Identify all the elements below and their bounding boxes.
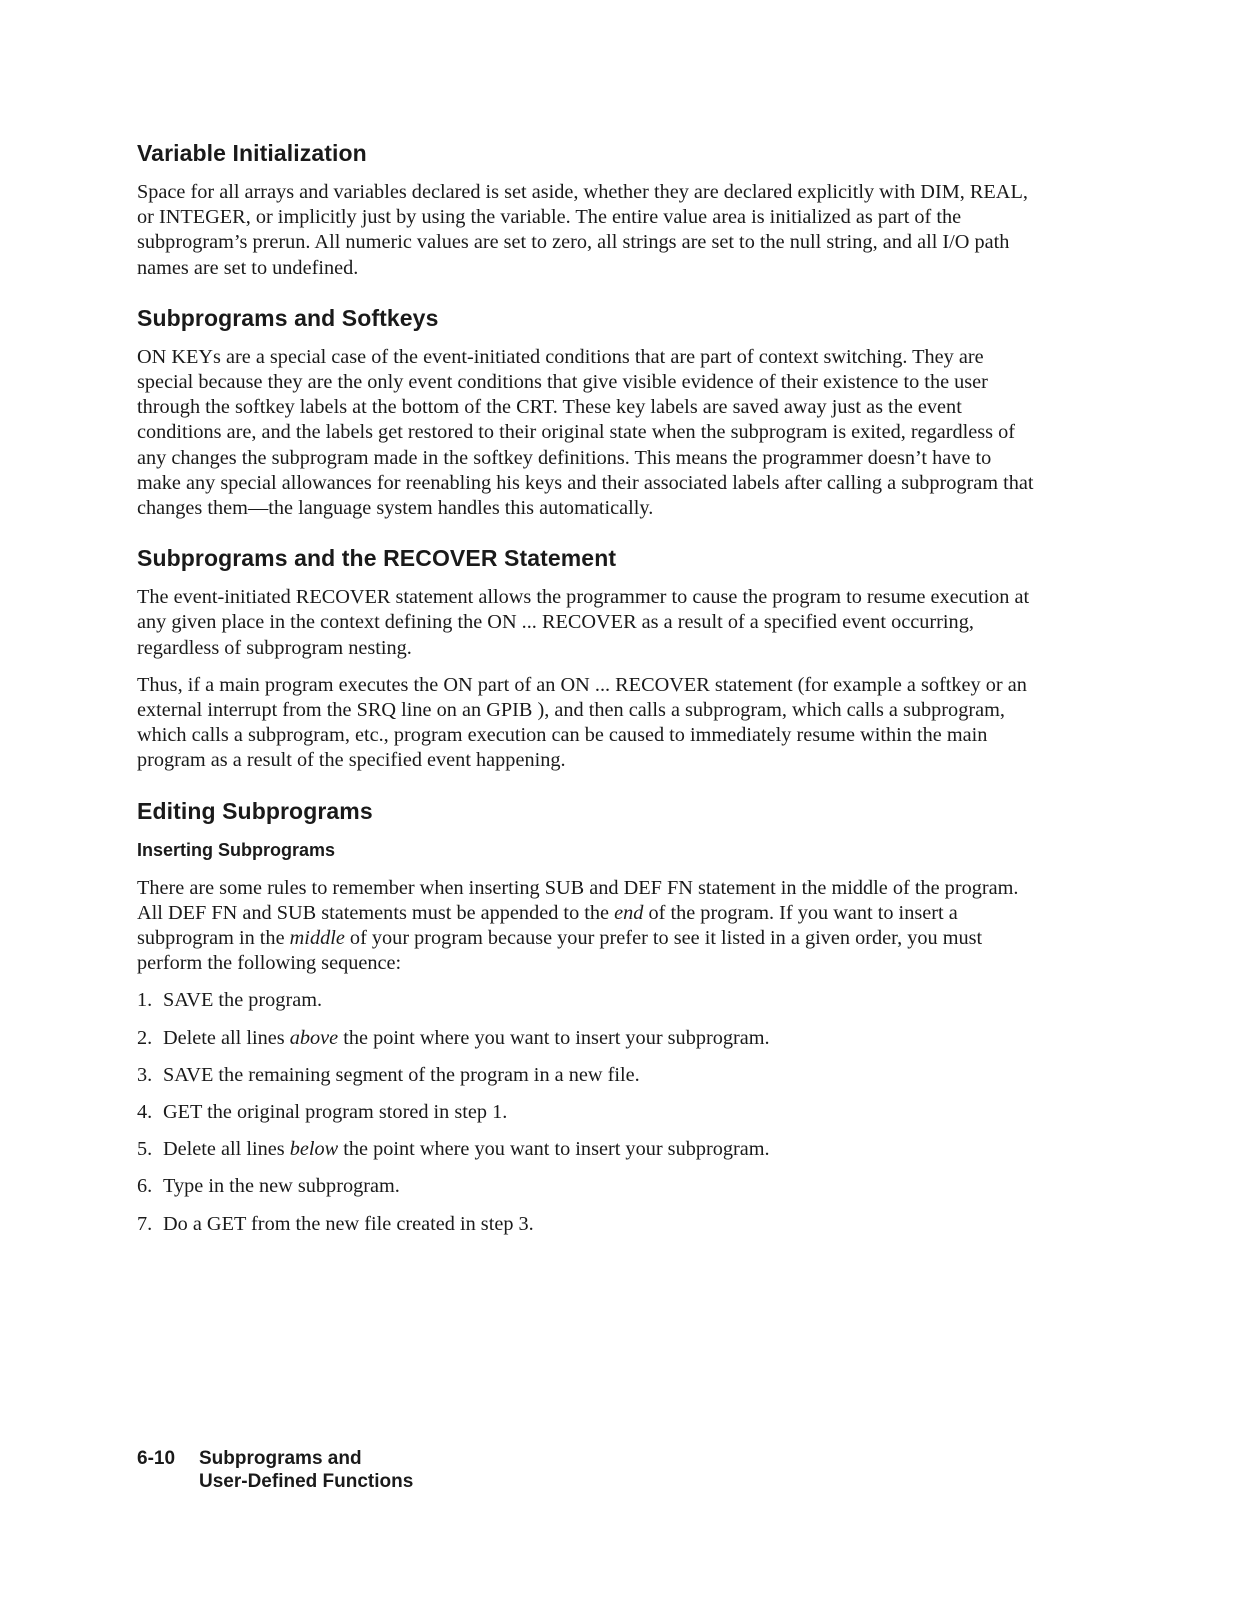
step-number: 3.: [137, 1063, 153, 1086]
paragraph: The event-initiated RECOVER statement allows the programmer to cause the program to resume execution at any given place in the context defining the ON ... RECOVER as a result of a specified event occurring, regardless of subprogram nesting.: [137, 586, 1030, 659]
step-text: [163, 1212, 534, 1237]
section-subprograms-recover: [137, 543, 1037, 773]
list-item: [137, 1100, 1037, 1125]
step-number: 7.: [137, 1212, 153, 1235]
section-heading: Variable Initialization: [137, 140, 367, 166]
text: There are some rules to remember when inserting SUB and DEF FN statement in the middle of the program. All DEF FN and SUB statements must be appended to the: [137, 876, 1019, 924]
section-subprograms-softkeys: [137, 303, 1037, 521]
step-text: [163, 1100, 507, 1125]
text: Type in the new subprogram.: [163, 1175, 400, 1198]
list-item: [137, 1026, 1037, 1051]
text: of your program because your prefer to see it listed in a given order, you must perform the following sequence:: [137, 927, 983, 975]
step-text: [163, 1026, 770, 1051]
paragraph: Thus, if a main program executes the ON part of an ON ... RECOVER statement (for example a softkey or an external interrupt from the SRQ line on an GPIB ), and then calls a subprogram, which calls a subprogram, which calls a subprogram, etc., program execution can be caused to immediately resume within the main program as a result of the specified event happening.: [137, 673, 1027, 772]
text: the point where you want to insert your subprogram.: [338, 1138, 770, 1161]
list-item: [137, 1137, 1037, 1162]
text: Delete all lines: [163, 1026, 290, 1049]
text: the point where you want to insert your subprogram.: [338, 1026, 770, 1049]
text: GET the original program stored in step 1.: [163, 1101, 508, 1124]
page-number: 6-10: [137, 1448, 176, 1469]
section-variable-initialization: [137, 138, 1037, 281]
list-item: [137, 1212, 1037, 1237]
page-content: [137, 138, 1037, 1259]
step-number: 6.: [137, 1175, 153, 1198]
text: SAVE the remaining segment of the program in a new file.: [163, 1063, 640, 1086]
emphasis: end: [614, 901, 644, 924]
page-footer: [137, 1447, 413, 1493]
list-item: [137, 988, 1037, 1013]
emphasis: above: [289, 1026, 339, 1049]
step-text: [163, 988, 322, 1013]
section-editing-subprograms: [137, 796, 1037, 1237]
step-text: [163, 1137, 770, 1162]
chapter-title-line: User-Defined Functions: [199, 1471, 414, 1492]
paragraph: Space for all arrays and variables declared is set aside, whether they are declared explicitly with DIM, REAL, or INTEGER, or implicitly just by using the variable. The entire value area is initialized as part of the subprogram’s prerun. All numeric values are set to zero, all strings are set to the null string, and all I/O path names are set to undefined.: [137, 181, 1028, 279]
text: SAVE the program.: [163, 989, 323, 1012]
section-heading: Subprograms and the RECOVER Statement: [137, 545, 617, 572]
step-text: [163, 1063, 640, 1088]
step-number: 4.: [137, 1101, 153, 1124]
text: of the program. If you want to insert a subprogram in the: [137, 901, 958, 950]
list-item: [137, 1063, 1037, 1088]
section-heading: Subprograms and Softkeys: [137, 304, 439, 331]
paragraph: ON KEYs are a special case of the event-initiated conditions that are part of context switching. They are special because they are the only event conditions that give visible evidence of their existence to the user through the softkey labels at the bottom of the CRT. These key labels are saved away just as the event conditions are, and the labels get restored to their original state when the subprogram is exited, regardless of any changes the subprogram made in the softkey definitions. This means the programmer doesn’t have to make any special allowances for reenabling his keys and their associated labels after calling a subprogram that changes them—the language system handles this automatically.: [137, 345, 1034, 520]
emphasis: below: [289, 1138, 339, 1161]
emphasis: middle: [289, 927, 345, 950]
paragraph: [137, 876, 1037, 977]
steps-list: [137, 988, 1037, 1236]
chapter-title: [199, 1447, 413, 1493]
step-number: 5.: [137, 1138, 153, 1161]
text: Delete all lines: [163, 1138, 290, 1161]
text: Do a GET from the new file created in step 3.: [163, 1212, 534, 1235]
subsection-heading: Inserting Subprograms: [137, 839, 336, 860]
section-heading: Editing Subprograms: [137, 797, 373, 824]
step-number: 2.: [137, 1026, 153, 1049]
chapter-title-line: Subprograms and: [199, 1448, 362, 1469]
step-number: 1.: [137, 989, 153, 1012]
list-item: [137, 1174, 1037, 1199]
step-text: [163, 1174, 400, 1199]
